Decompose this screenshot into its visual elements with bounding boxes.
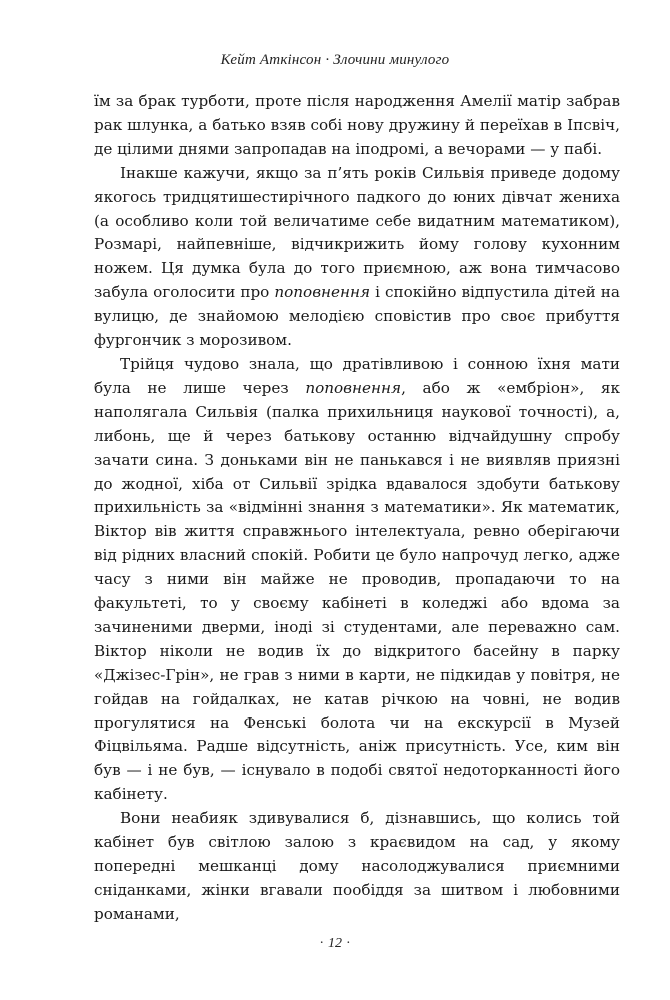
paragraph bbox=[94, 353, 620, 807]
paragraph-1-text: їм за брак турботи, проте після народження Амелії матір забрав рак шлунка, а батько взяв собі нову дружину й переїхав в Іпсвіч, де цілими днями запропадав на іподромі, а вечорами — у пабі. bbox=[94, 92, 620, 158]
paragraph-3-text: Трійця чудово знала, що дратівливою і сонною їхня мати була не лише через поповнення, або ж «ембріон», як наполягала Сильвія (палка прихильниця наукової точності), а, либонь, ще й через батькову останню відчайдушну спробу зачати сина. З доньками він не панькався і не виявляв приязні до жодної, хіба от Сильвії зрідка вдавалося здобути батькову прихильність за «відмінні знання з математики». Як математик, Віктор вів життя справжнього інтелектуала, ревно оберігаючи від рідних власний спокій. Робити це було напрочуд легко, адже часу з ними він майже не проводив, пропадаючи то на факультеті, то у своєму кабінеті в коледжі або вдома за зачиненими дверми, іноді зі студентами, але переважно сам. Віктор ніколи не водив їх до відкритого басейну в парку «Джізес-Грін», не грав з ними в карти, не підкидав у повітря, не гойдав на гойдалках, не катав річкою на човні, не водив прогулятися на Фенські болота чи на екскурсії в Музей Фіцвільяма. Радше відсутність, аніж присутність. Усе, ким він був — і не був, — існувало в подобі святої недоторканності його кабінету. bbox=[94, 354, 620, 804]
running-head bbox=[0, 52, 670, 69]
running-head-text: Кейт Аткінсон · Злочини минулого bbox=[220, 52, 450, 68]
paragraph-2-text: Інакше кажучи, якщо за п’ять років Сильвія приведе додому якогось тридцятишестирічного падкого до юних дівчат жениха (а особливо коли той величатиме себе видатним математиком), Розмарі, найпевніше, відчикрижить йому голову кухонним ножем. Ця думка була до того приємною, аж вона тимчасово забула оголосити про поповнення і спокійно відпустила дітей на вулицю, де знайомою мелодією сповістив про своє прибуття фургончик з морозивом. bbox=[94, 163, 620, 350]
page-number bbox=[0, 936, 670, 952]
paragraph bbox=[94, 162, 620, 353]
page-number-text: 12 bbox=[328, 936, 342, 951]
folio-ornament-right: · bbox=[346, 936, 351, 951]
folio-ornament-left: · bbox=[319, 936, 324, 951]
emphasis: поповнення bbox=[305, 378, 402, 397]
paragraph bbox=[94, 807, 620, 927]
emphasis: поповнення bbox=[274, 283, 371, 302]
paragraph-continued bbox=[94, 90, 620, 162]
body-text bbox=[94, 90, 620, 927]
paragraph-4-text: Вони неабияк здивувалися б, дізнавшись, що колись той кабінет був світлою залою з краєвидом на сад, у якому попередні мешканці дому насолоджувалися приємними сніданками, жінки вгавали пообіддя за шитвом і любовними романами, bbox=[94, 809, 620, 923]
